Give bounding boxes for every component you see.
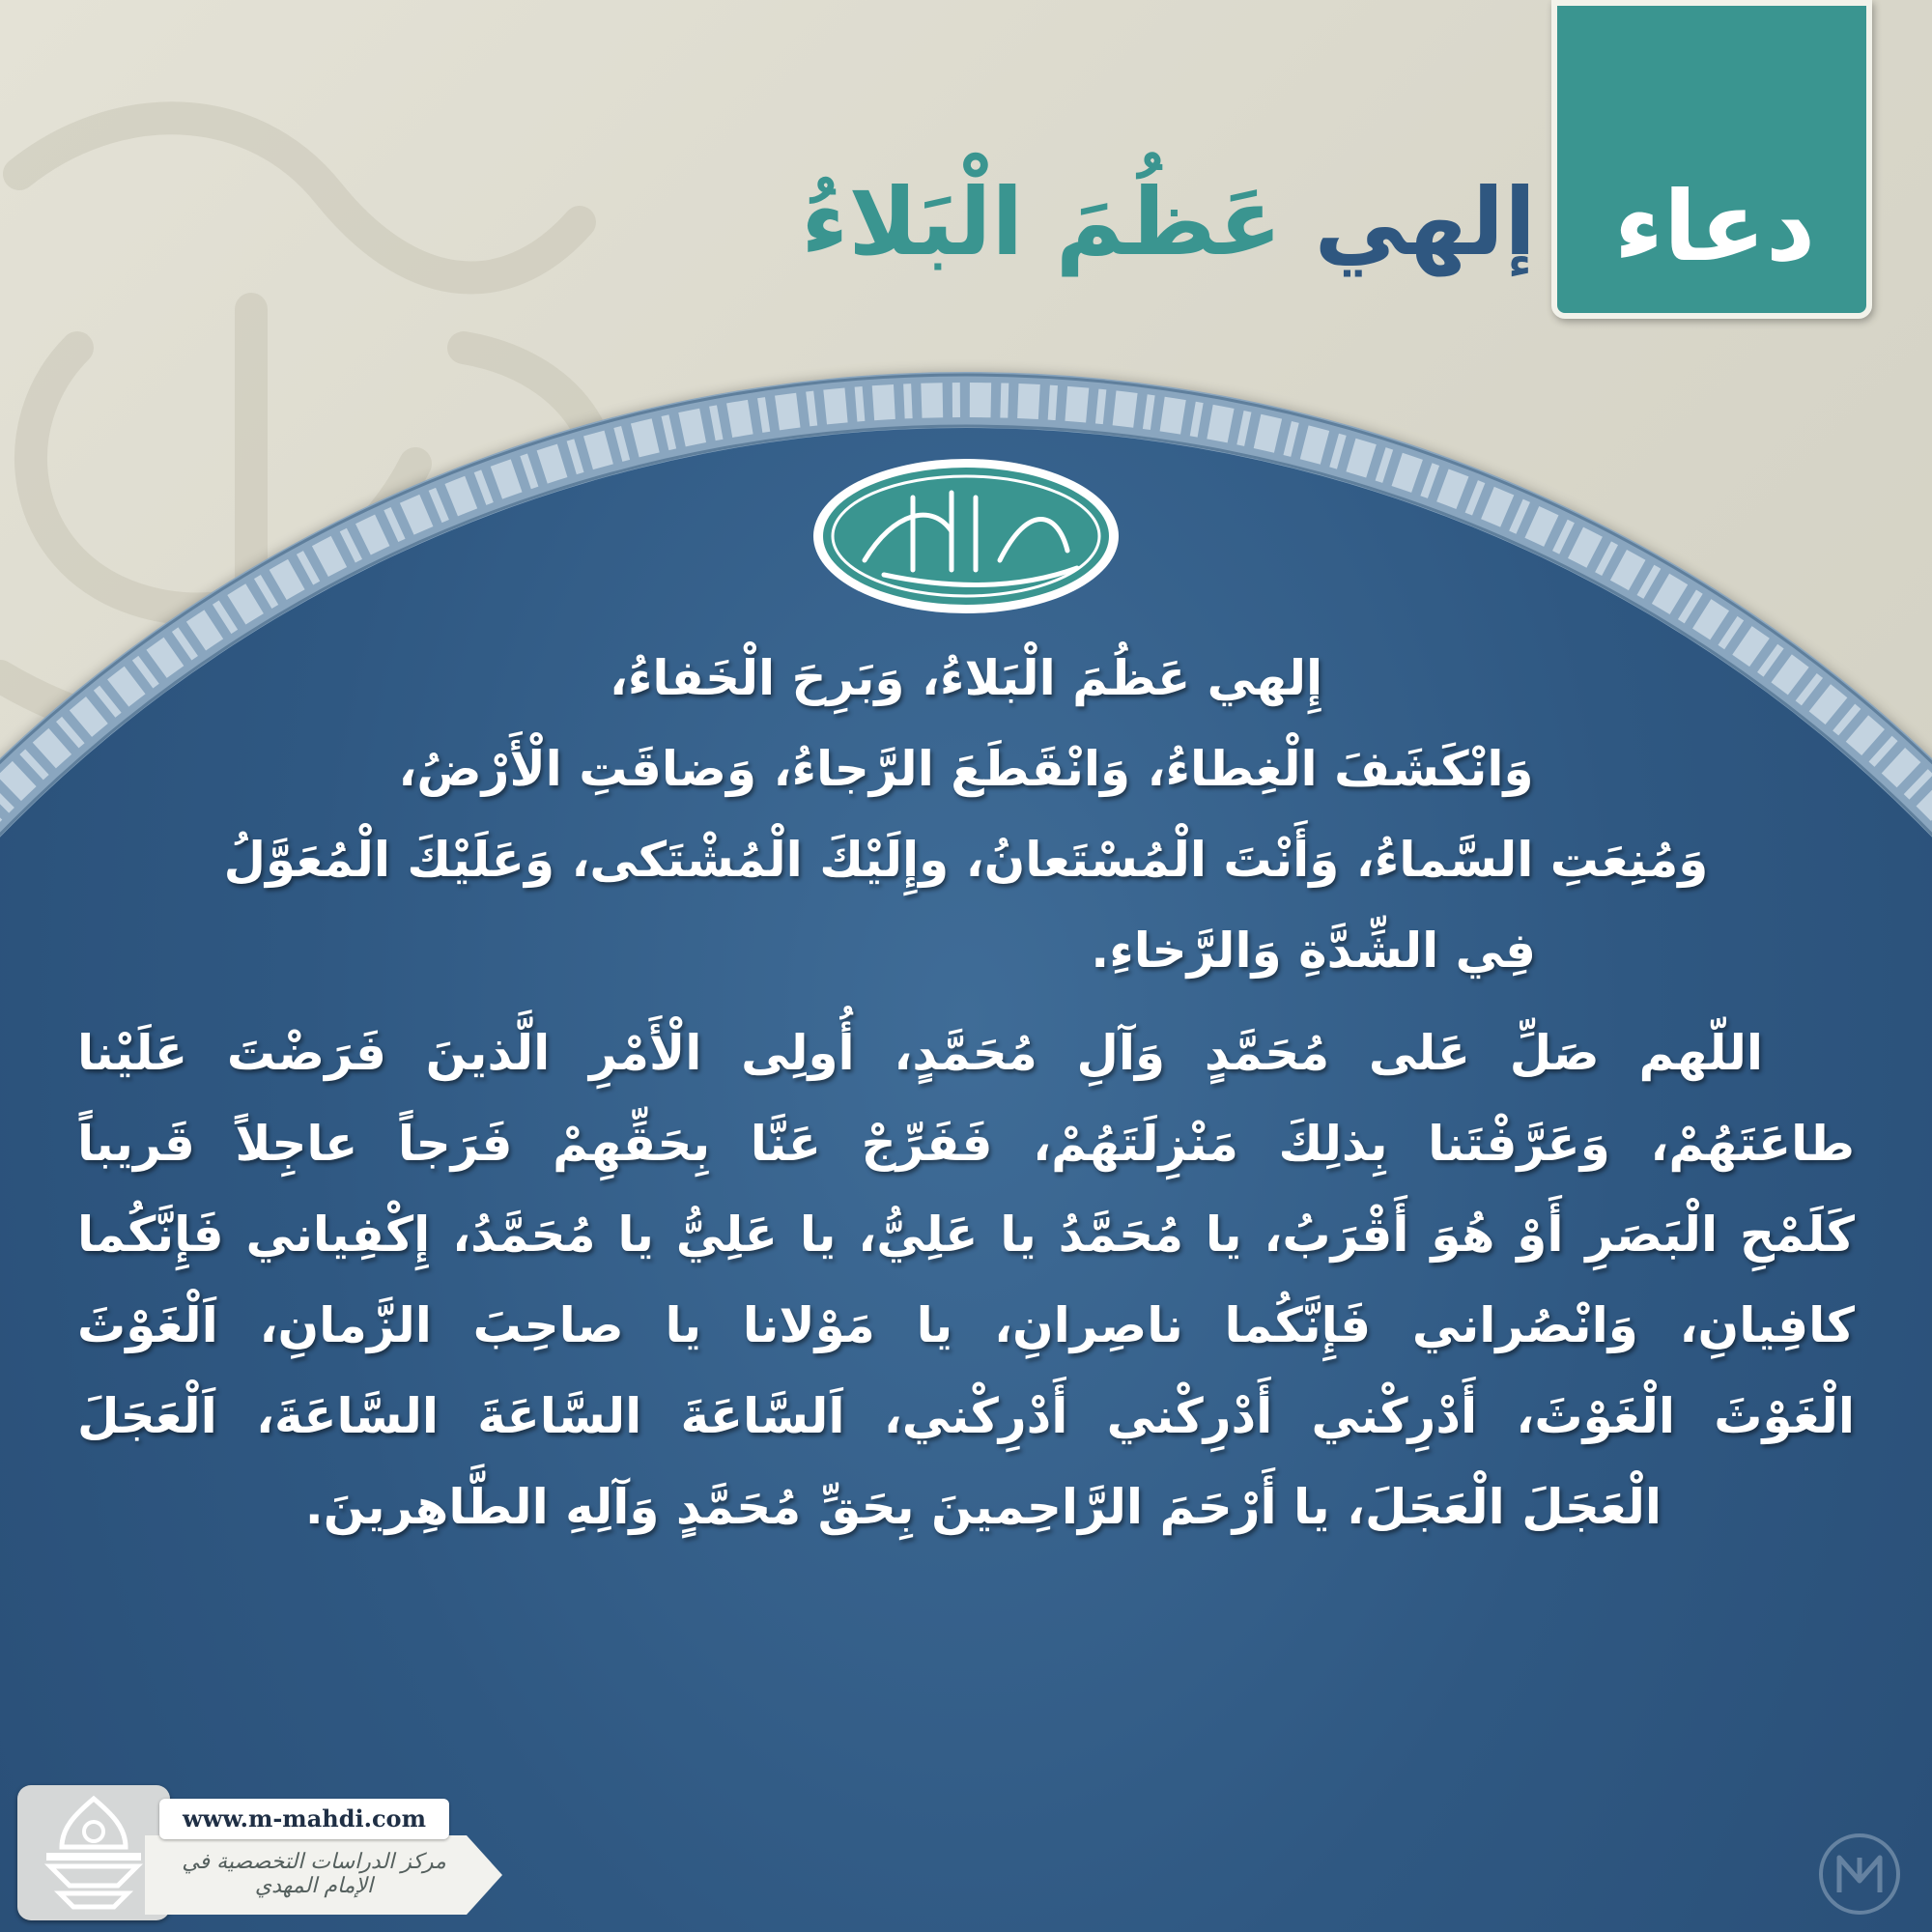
prayer-line: طاعَتَهُمْ، وَعَرَّفْتَنا بِذلِكَ مَنْزِلَتَهُمْ، فَفَرِّجْ عَنَّا بِحَقِّهِمْ فَرَجاً عاجِلاً قَريباً <box>77 1116 1855 1172</box>
prayer-line: فِي الشِّدَّةِ وَالرَّخاءِ. <box>1091 923 1536 979</box>
prayer-line: إِلهي عَظُمَ الْبَلاءُ، وَبَرِحَ الْخَفاءُ، <box>609 650 1323 706</box>
prayer-line: كافِيانِ، وَانْصُراني فَإِنَّكُما ناصِرانِ، يا مَوْلانا يا صاحِبَ الزَّمانِ، اَلْغَوْثَ <box>77 1297 1855 1353</box>
page-title <box>801 159 1536 285</box>
prayer-line: الْعَجَلَ الْعَجَلَ، يا أَرْحَمَ الرَّاحِمينَ بِحَقِّ مُحَمَّدٍ وَآلِهِ الطَّاهِرينَ. <box>304 1479 1662 1535</box>
title-badge-label: دعاء <box>1613 170 1816 283</box>
prayer-line: وَمُنِعَتِ السَّماءُ، وَأَنْتَ الْمُسْتَعانُ، وإِلَيْكَ الْمُشْتَكى، وَعَلَيْكَ الْمُعَوَّلُ <box>223 832 1709 888</box>
prayer-stanza-1 <box>77 633 1855 996</box>
mn-monogram-icon <box>1816 1831 1903 1918</box>
prayer-line: كَلَمْحِ الْبَصَرِ أَوْ هُوَ أَقْرَبُ، يا مُحَمَّدُ يا عَلِيُّ، يا عَلِيُّ يا مُحَمَّدُ، إِكْفِياني فَإِنَّكُما <box>77 1207 1855 1263</box>
title-word-2: عَظُمَ الْبَلاءُ <box>801 168 1283 276</box>
prayer-stanza-2 <box>77 1008 1855 1552</box>
title-word-1: إلهي <box>1314 168 1536 276</box>
website-link[interactable]: www.m-mahdi.com <box>159 1799 449 1839</box>
prayer-line: اللّهم صَلِّ عَلى مُحَمَّدٍ وَآلِ مُحَمَّدٍ، أُولِى الْأَمْرِ الَّذينَ فَرَضْتَ عَلَيْنا <box>77 1025 1763 1081</box>
prayer-line: وَانْكَشَفَ الْغِطاءُ، وَانْقَطَعَ الرَّجاءُ، وَضاقَتِ الْأَرْضُ، <box>398 741 1534 797</box>
center-name: مركز الدراسات التخصصية في الإمام المهدي <box>182 1850 446 1898</box>
prayer-text <box>77 633 1855 1552</box>
basmala-emblem <box>807 454 1125 618</box>
prayer-line: الْغَوْثَ الْغَوْثَ، أَدْرِكْني أَدْرِكْني أَدْرِكْني، اَلسَّاعَةَ السَّاعَةَ السَّاعَةَ، اَلْعَجَلَ <box>77 1388 1855 1444</box>
